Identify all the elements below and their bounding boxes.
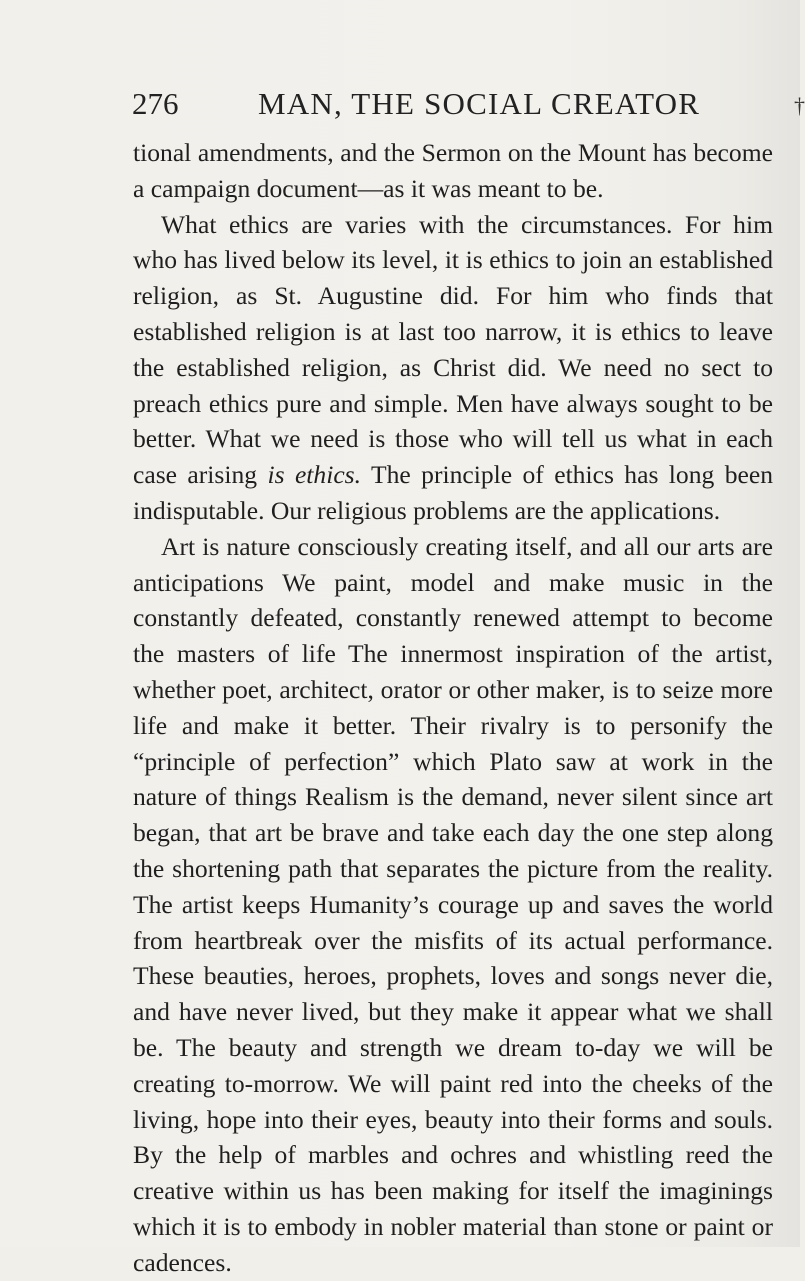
body-text: [133, 135, 773, 1281]
running-title: MAN, THE SOCIAL CREATOR: [258, 86, 701, 121]
paragraph-1: tional amendments, and the Sermon on the Mount has become a campaign document—as it was meant to be.: [133, 138, 773, 203]
page-number: 276: [132, 86, 179, 121]
paragraph-3: Art is nature consciously creating itself, and all our arts are anticipations We paint, model and make music in the constantly defeated, constantly renewed attempt to become the masters of life The innermost inspiration of the artist, whether poet, architect, orator or other maker, is to seize more life and make it better. Their rivalry is to personify the “principle of perfection” which Plato saw at work in the nature of things Realism is the demand, never silent since art began, that art be brave and take each day the one step along the shortening path that separates the picture from the reality. The artist keeps Humanity’s courage up and saves the world from heartbreak over the misfits of its actual performance. These beauties, heroes, prophets, loves and songs never die, and have never lived, but they make it appear what we shall be. The beauty and strength we dream to-day we will be creating to-morrow. We will paint red into the cheeks of the living, hope into their eyes, beauty into their forms and souls. By the help of marbles and ochres and whistling reed the creative within us has been making for itself the imaginings which it is to embody in nobler material than stone or paint or cadences.: [133, 531, 773, 1277]
paragraph-2-emphasis: is ethics.: [267, 460, 362, 490]
dagger-mark: †: [794, 93, 805, 118]
paragraph-2: [133, 207, 773, 529]
paragraph-2-text-a: What ethics are varies with the circumstances. For him who has lived below its level, it is ethics to join an established religion, as St. Augustine did. For him who finds that established religion is at last too narrow, it is ethics to leave the established religion, as Christ did. We need no sect to preach ethics pure and simple. Men have always sought to be better. What we need is those who will tell us what in each case arising: [133, 209, 773, 490]
paragraph-2-text-b: The principle of ethics has long been indisputable. Our religious problems are the applications.: [133, 460, 774, 525]
page-header: [132, 84, 805, 124]
